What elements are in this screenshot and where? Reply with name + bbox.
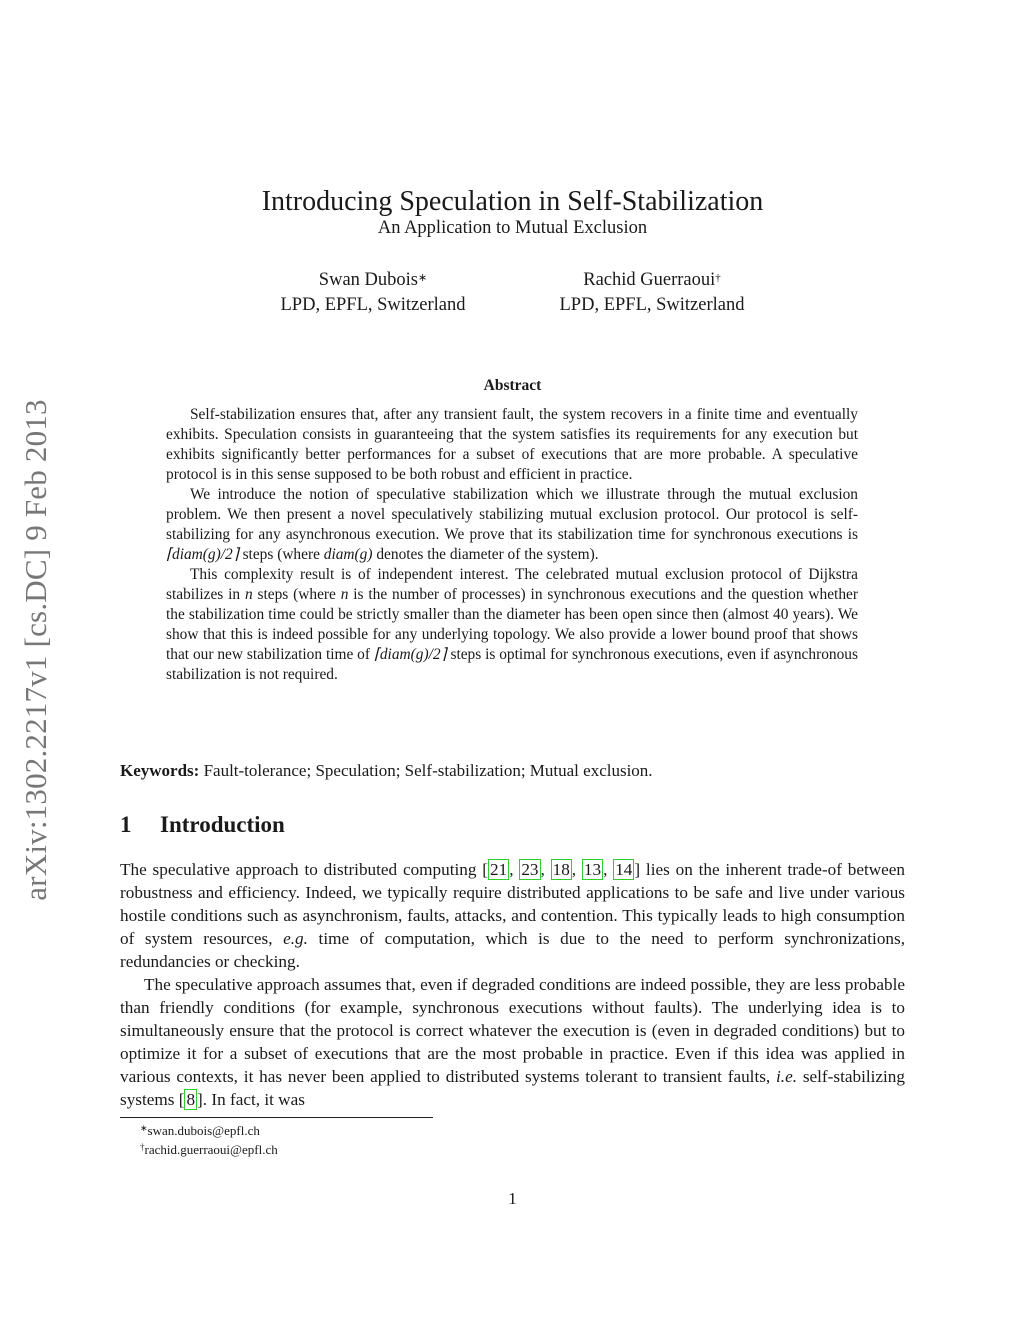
citation-link[interactable]: 18 <box>552 860 570 879</box>
section-title: Introduction <box>160 812 285 837</box>
section-heading <box>120 812 285 838</box>
keywords-list: Fault-tolerance; Speculation; Self-stabilization; Mutual exclusion. <box>199 761 653 780</box>
footnote-rule <box>120 1117 433 1118</box>
footnote-1: ∗swan.dubois@epfl.ch <box>140 1123 260 1138</box>
arxiv-sidebar <box>14 370 58 930</box>
footnote-mark: † <box>715 272 721 284</box>
citation-link[interactable]: 21 <box>490 860 508 879</box>
page-number: 1 <box>508 1189 517 1208</box>
author-affiliation: LPD, EPFL, Switzerland <box>280 295 466 315</box>
author-1 <box>243 268 503 318</box>
citation-link[interactable]: 23 <box>521 860 539 879</box>
section-number: 1 <box>120 812 132 837</box>
paper-subtitle: An Application to Mutual Exclusion <box>377 218 648 238</box>
abstract-body <box>166 405 858 685</box>
abstract-heading: Abstract <box>483 377 542 394</box>
intro-paragraph-2: The speculative approach assumes that, even if degraded conditions are indeed possible, they are less probable than friendly conditions (for example, synchronous executions without faults). The underlying idea is to simultaneously ensure that the protocol is correct whatever the execution is (even in degraded conditions) but to optimize it for a subset of executions that are the most probable in practice. Even if this idea was applied in various contexts, it has never been applied to distributed systems tolerant to transient faults, i.e. self-stabilizing systems [ 8 ]. In fact, it was <box>120 975 905 1109</box>
citation-link[interactable]: 13 <box>583 860 602 879</box>
citation-link[interactable]: 8 <box>186 1090 196 1109</box>
keywords <box>120 761 905 781</box>
abstract-paragraph-1: Self-stabilization ensures that, after any transient fault, the system recovers in a finite time and eventually exhibits. Speculation consists in guaranteeing that the system satisfies its requirements for any execution but exhibits significantly better performances for a subset of executions that are more probable. A speculative protocol is in this sense supposed to be both robust and efficient in practice. <box>166 406 858 483</box>
footnote-2: †rachid.guerraoui@epfl.ch <box>140 1142 278 1157</box>
author-affiliation: LPD, EPFL, Switzerland <box>559 295 745 315</box>
citation-link[interactable]: 14 <box>615 860 633 879</box>
paper-title: Introducing Speculation in Self-Stabilization <box>261 186 764 217</box>
author-2 <box>522 268 782 318</box>
intro-paragraph-1: The speculative approach to distributed computing [ 21 , 23 , 18 , 13 , 14 ] lies on the inherent trade-of between robustness and efficiency. Indeed, we typically require distributed applications to be safe and live under various hostile conditions such as asynchronism, faults, attacks, and contention. This typically leads to high consumption of system resources, e.g. time of computation, which is due to the need to perform synchronizations, redundancies or checking. <box>120 860 905 971</box>
arxiv-identifier: arXiv:1302.2217v1 [cs.DC] 9 Feb 2013 <box>18 399 53 901</box>
abstract-paragraph-2: We introduce the notion of speculative stabilization which we illustrate through the mutual exclusion problem. We then present a novel speculatively stabilizing mutual exclusion protocol. Our protocol is self-stabilizing for any asynchronous execution. We prove that its stabilization time for synchronous executions is ⌈diam(g)/2⌉ steps (where diam(g) denotes the diameter of the system). <box>166 486 858 563</box>
footnote-mark: ∗ <box>417 272 428 284</box>
author-name: Swan Dubois <box>318 270 418 290</box>
keywords-label: Keywords: <box>120 761 200 780</box>
intro-body <box>120 858 905 1111</box>
abstract-paragraph-3: This complexity result is of independent interest. The celebrated mutual exclusion protocol of Dijkstra stabilizes in n steps (where n is the number of processes) in synchronous executions and the question whether the stabilization time could be strictly smaller than the diameter has been open since then (almost 40 years). We show that this is indeed possible for any underlying topology. We also provide a lower bound proof that shows that our new stabilization time of ⌈diam(g)/2⌉ steps is optimal for synchronous executions, even if asynchronous stabilization is not required. <box>166 566 858 683</box>
footnotes <box>140 1121 278 1159</box>
author-name: Rachid Guerraoui <box>583 270 716 290</box>
